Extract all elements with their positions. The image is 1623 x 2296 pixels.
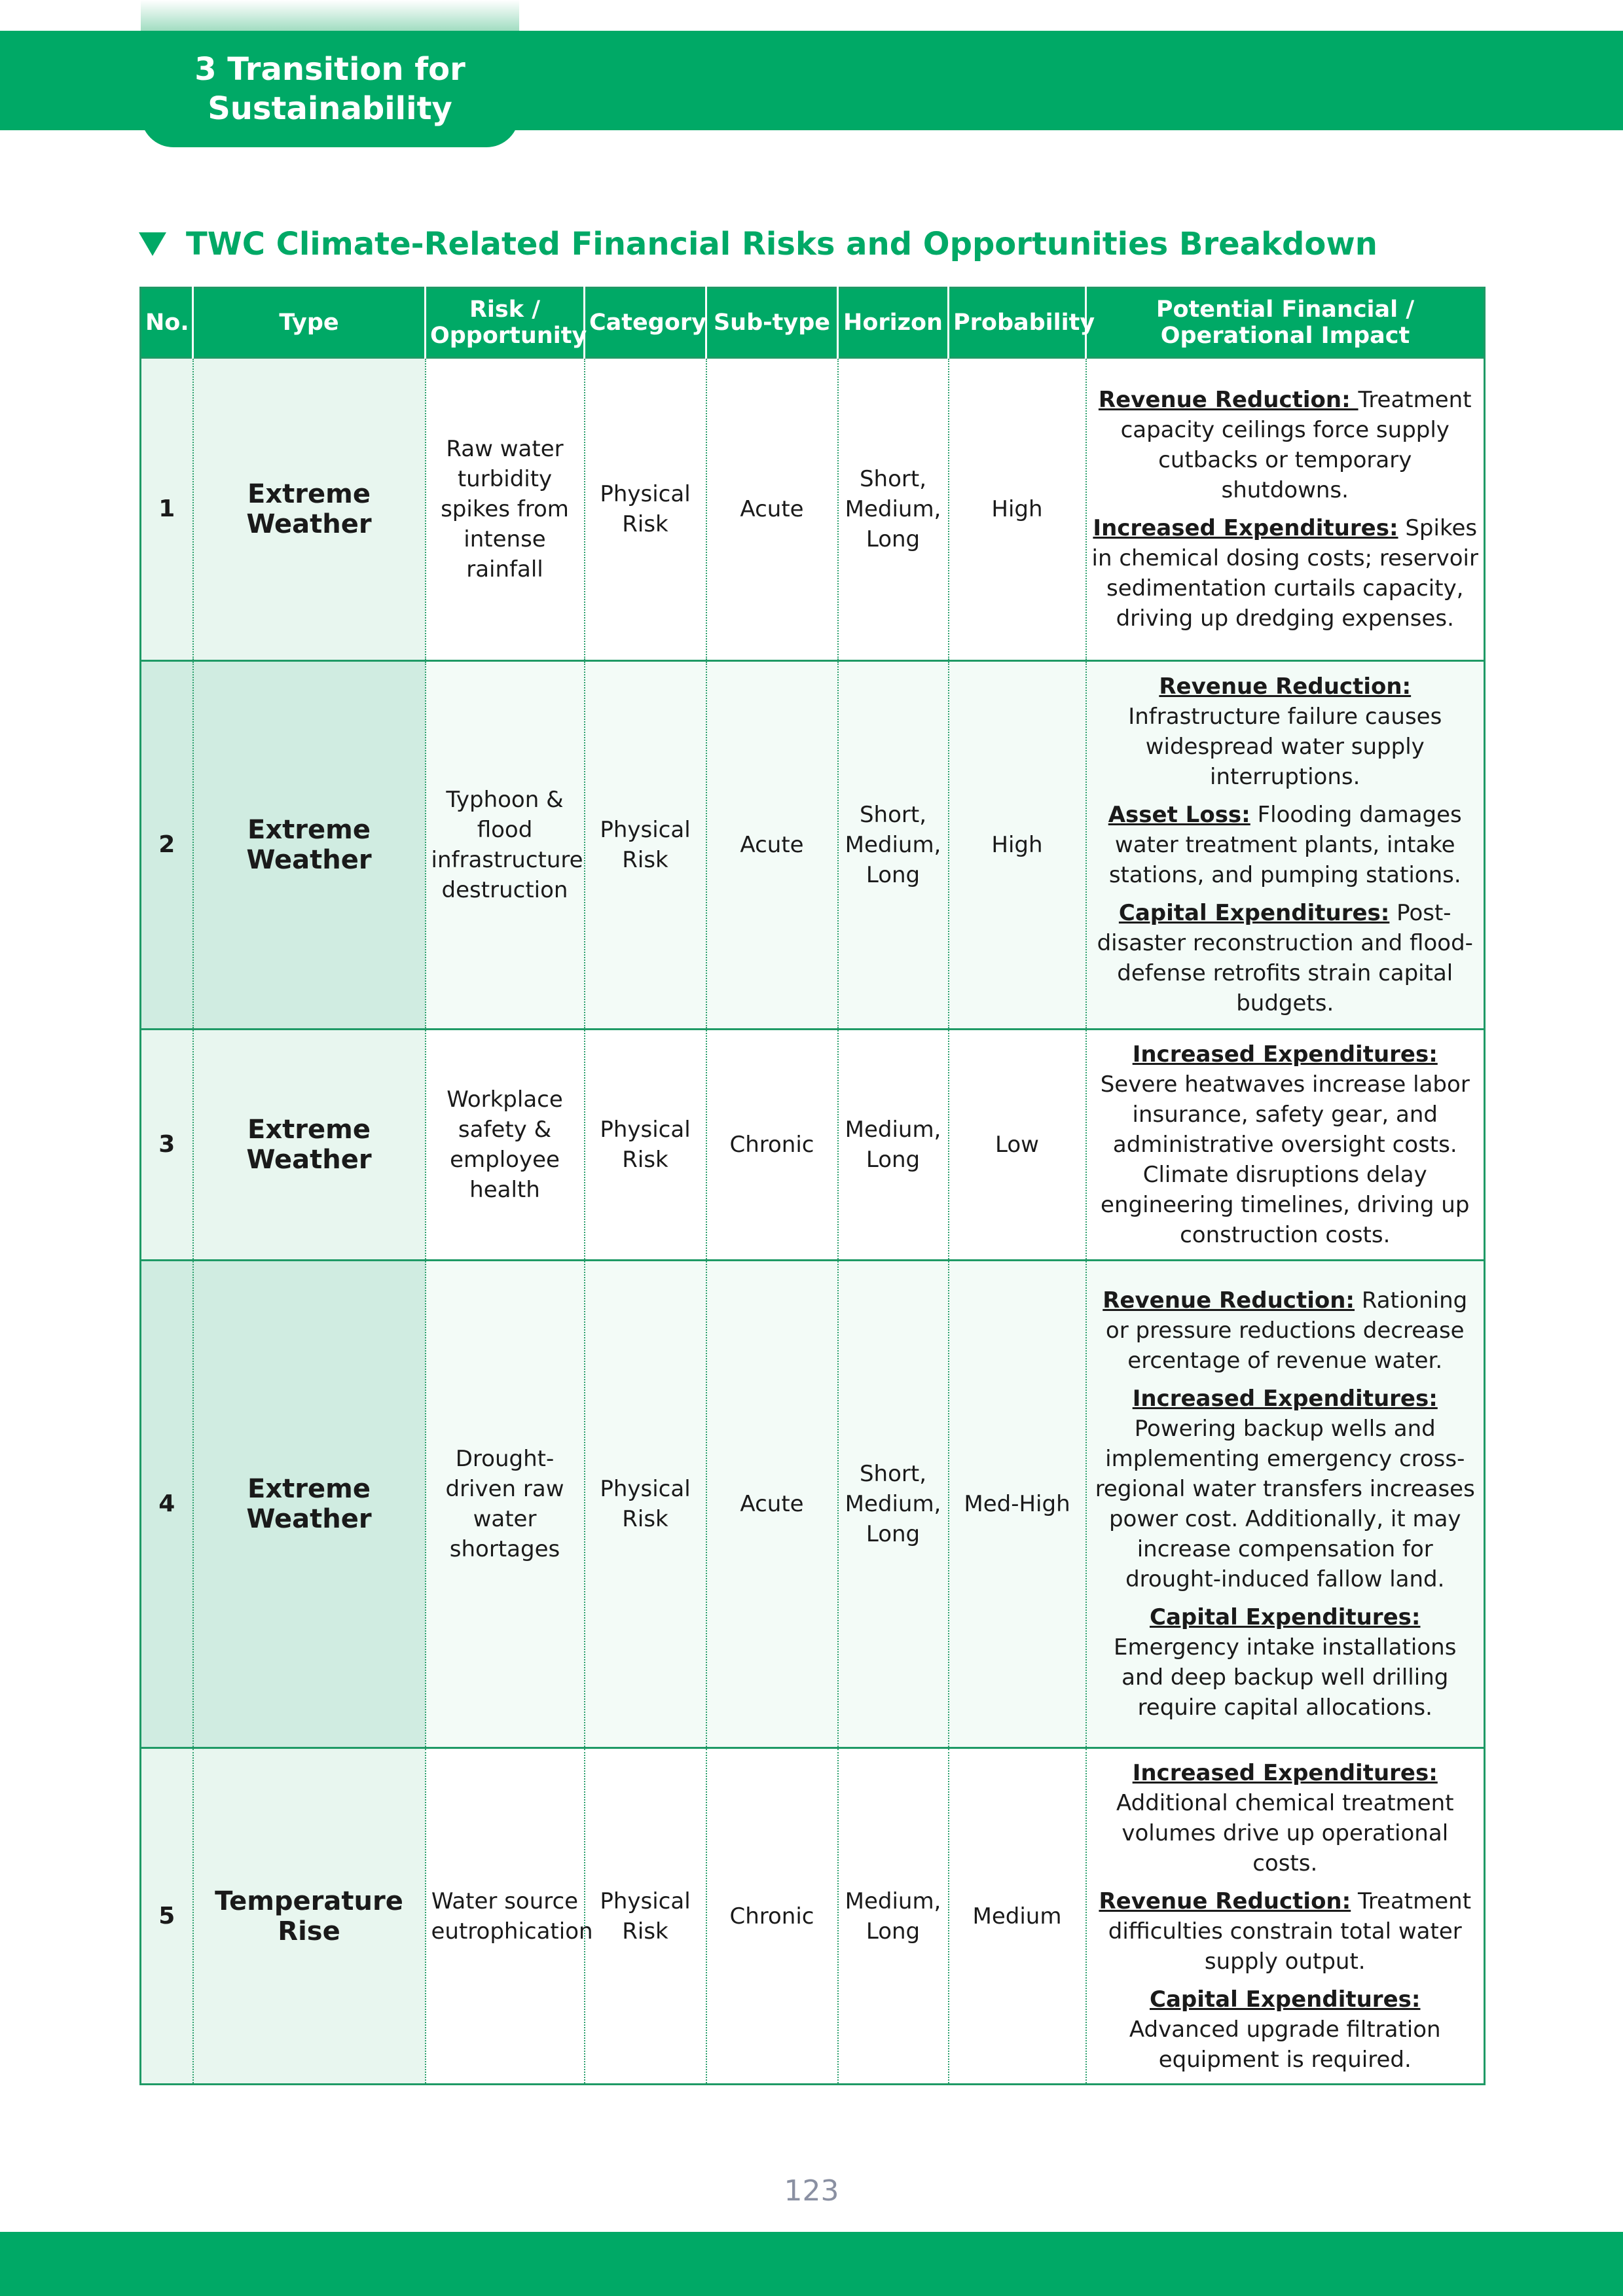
impact-item: [1092, 1984, 1479, 2075]
column-header-no: No.: [141, 288, 193, 358]
cell-impact: [1086, 358, 1485, 661]
cell-subtype: Chronic: [706, 1030, 838, 1261]
impact-item: [1092, 1039, 1479, 1250]
impact-label: Revenue Reduction:: [1099, 1888, 1351, 1914]
cell-impact: [1086, 1261, 1485, 1748]
risk-table: [139, 287, 1486, 2085]
table-body: [141, 358, 1485, 2085]
cell-no: 5: [141, 1748, 193, 2085]
cell-probability: Medium: [949, 1748, 1086, 2085]
impact-text: Treatment difficulties constrain total water supply output.: [1108, 1888, 1472, 1975]
cell-horizon: Short, Medium, Long: [838, 661, 949, 1030]
impact-text: Post-disaster reconstruction and flood-defense retrofits strain capital budgets.: [1097, 900, 1473, 1016]
table-header-row: [141, 288, 1485, 358]
cell-impact: [1086, 1030, 1485, 1261]
cell-horizon: Medium, Long: [838, 1748, 949, 2085]
impact-label: Increased Expenditures:: [1093, 515, 1398, 541]
impact-text: Treatment capacity ceilings force supply cutbacks or temporary shutdowns.: [1120, 387, 1472, 503]
cell-horizon: Medium, Long: [838, 1030, 949, 1261]
cell-category: Physical Risk: [585, 1261, 706, 1748]
impact-label: Revenue Reduction:: [1098, 387, 1359, 413]
cell-risk: Workplace safety & employee health: [426, 1030, 585, 1261]
table-row: [141, 1261, 1485, 1748]
section-title-text: TWC Climate-Related Financial Risks and Opportunities Breakdown: [186, 226, 1377, 262]
header-tab-fade: [141, 0, 519, 31]
impact-item: [1092, 1384, 1479, 1594]
impact-item: [1092, 385, 1479, 505]
cell-horizon: Short, Medium, Long: [838, 358, 949, 661]
impact-item: [1092, 1285, 1479, 1376]
column-header-category: Category: [585, 288, 706, 358]
cell-horizon: Short, Medium, Long: [838, 1261, 949, 1748]
cell-type: Extreme Weather: [193, 1030, 426, 1261]
impact-item: [1092, 672, 1479, 792]
column-header-subtype: Sub-type: [706, 288, 838, 358]
impact-label: Increased Expenditures:: [1132, 1041, 1438, 1067]
impact-label: Revenue Reduction:: [1103, 1287, 1355, 1314]
cell-probability: High: [949, 661, 1086, 1030]
cell-subtype: Acute: [706, 358, 838, 661]
table-row: [141, 1030, 1485, 1261]
impact-label: Capital Expenditures:: [1150, 1604, 1421, 1630]
impact-text: Spikes in chemical dosing costs; reservoir sedimentation curtails capacity, driving up dredging expenses.: [1091, 515, 1478, 632]
impact-label: Increased Expenditures:: [1132, 1386, 1438, 1412]
cell-risk: Typhoon & flood infrastructure destruction: [426, 661, 585, 1030]
cell-risk: Raw water turbidity spikes from intense rainfall: [426, 358, 585, 661]
column-header-impact: Potential Financial / Operational Impact: [1086, 288, 1485, 358]
cell-type: Extreme Weather: [193, 358, 426, 661]
impact-text: Powering backup wells and implementing emergency cross-regional water transfers increases power cost. Additionally, it may increase compensation for drought-induced fallow land.: [1095, 1416, 1475, 1592]
cell-no: 2: [141, 661, 193, 1030]
cell-impact: [1086, 661, 1485, 1030]
column-header-horizon: Horizon: [838, 288, 949, 358]
cell-category: Physical Risk: [585, 358, 706, 661]
column-header-type: Type: [193, 288, 426, 358]
impact-item: [1092, 1758, 1479, 1878]
section-tab-label: 3 Transition for Sustainability: [141, 31, 519, 147]
impact-item: [1092, 1602, 1479, 1723]
cell-no: 3: [141, 1030, 193, 1261]
cell-probability: Med-High: [949, 1261, 1086, 1748]
impact-label: Capital Expenditures:: [1118, 900, 1390, 926]
impact-item: [1092, 1886, 1479, 1977]
table-row: [141, 1748, 1485, 2085]
cell-impact: [1086, 1748, 1485, 2085]
page-number: 123: [784, 2174, 839, 2208]
impact-label: Asset Loss:: [1108, 802, 1250, 828]
cell-subtype: Acute: [706, 661, 838, 1030]
impact-text: Infrastructure failure causes widespread water supply interruptions.: [1128, 704, 1442, 790]
cell-type: Temperature Rise: [193, 1748, 426, 2085]
impact-text: Flooding damages water treatment plants, intake stations, and pumping stations.: [1108, 802, 1462, 888]
impact-text: Rationing or pressure reductions decrease ercentage of revenue water.: [1105, 1287, 1468, 1374]
impact-label: Increased Expenditures:: [1132, 1759, 1438, 1786]
cell-risk: Water source eutrophication: [426, 1748, 585, 2085]
cell-category: Physical Risk: [585, 661, 706, 1030]
cell-type: Extreme Weather: [193, 1261, 426, 1748]
cell-category: Physical Risk: [585, 1748, 706, 2085]
impact-text: Additional chemical treatment volumes drive up operational costs.: [1116, 1789, 1454, 1876]
cell-no: 1: [141, 358, 193, 661]
cell-risk: Drought-driven raw water shortages: [426, 1261, 585, 1748]
footer-band: [0, 2232, 1623, 2296]
column-header-probability: Probability: [949, 288, 1086, 358]
cell-no: 4: [141, 1261, 193, 1748]
cell-category: Physical Risk: [585, 1030, 706, 1261]
cell-type: Extreme Weather: [193, 661, 426, 1030]
impact-label: Revenue Reduction:: [1159, 673, 1412, 700]
cell-probability: High: [949, 358, 1086, 661]
table-row: [141, 661, 1485, 1030]
cell-probability: Low: [949, 1030, 1086, 1261]
table-row: [141, 358, 1485, 661]
impact-item: [1092, 800, 1479, 890]
impact-item: [1092, 513, 1479, 634]
impact-text: Severe heatwaves increase labor insurance, safety gear, and administrative oversight costs. Climate disruptions delay engineering timelines, driving up construction costs.: [1100, 1071, 1470, 1248]
triangle-down-icon: [139, 232, 166, 256]
cell-subtype: Acute: [706, 1261, 838, 1748]
impact-label: Capital Expenditures:: [1150, 1986, 1421, 2013]
cell-subtype: Chronic: [706, 1748, 838, 2085]
impact-text: Advanced upgrade filtration equipment is required.: [1129, 2016, 1441, 2073]
impact-item: [1092, 898, 1479, 1018]
impact-text: Emergency intake installations and deep backup well drilling require capital allocations.: [1114, 1634, 1457, 1721]
column-header-risk: Risk / Opportunity: [426, 288, 585, 358]
section-heading: [139, 226, 1377, 262]
